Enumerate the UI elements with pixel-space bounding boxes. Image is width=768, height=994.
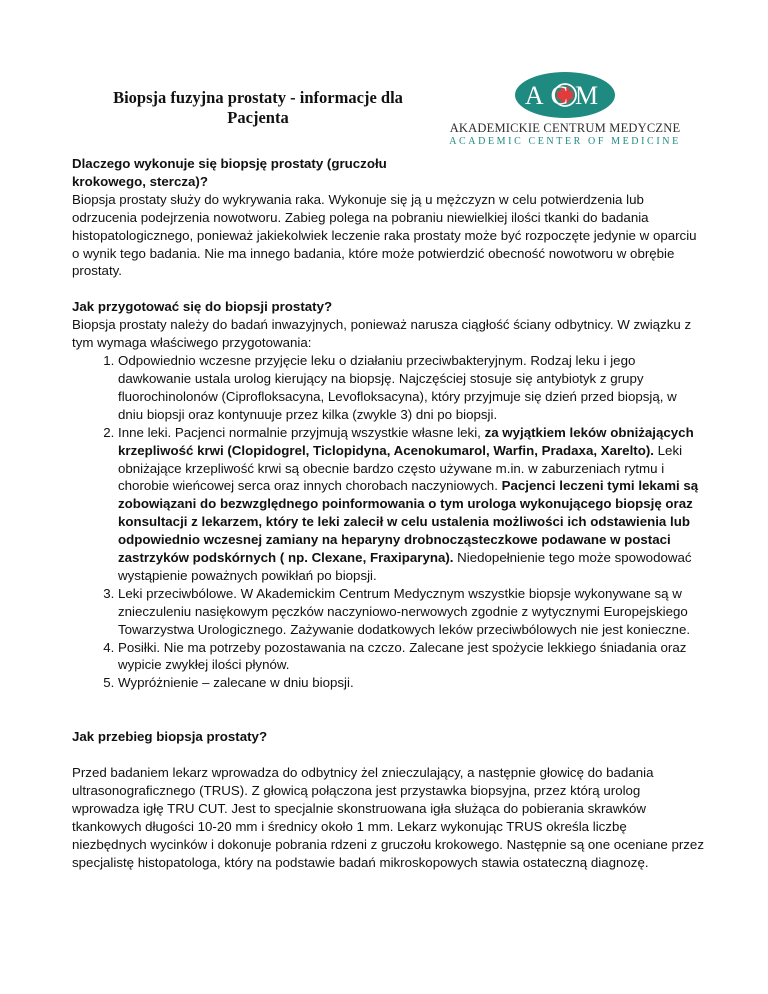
acm-monogram-icon: [520, 77, 610, 113]
list-item: [118, 639, 704, 675]
list-item-bold-text: za wyjątkiem leków obniżających krzepliwość krwi (Clopidogrel, Ticlopidyna, Acenokumarol, Warfin, Pradaxa, Xarelto).: [118, 424, 694, 458]
logo-name-polish: AKADEMICKIE CENTRUM MEDYCZNE: [449, 121, 681, 135]
list-item: [118, 424, 704, 585]
section-heading: Jak przygotować się do biopsji prostaty?: [72, 299, 333, 315]
section-why-biopsy: [72, 155, 704, 280]
acm-monogram-text: ACM: [524, 81, 606, 110]
list-item-text: Odpowiednio wczesne przyjęcie leku o działaniu przeciwbakteryjnym. Rodzaj leku i jego dawkowanie ustala urolog kierujący na biopsję. Najczęściej stosuje się antybiotyk z grupy fluorochinolonów (Ciprofloksacyna, Levofloksacyna), który przyjmuje się dzień przed biopsją, w dniu biopsji oraz kontynuuje przez kilka (zwykle 3) dni po biopsji.: [118, 353, 677, 422]
acm-logo: [440, 72, 690, 152]
acm-logo-emblem: [515, 72, 615, 118]
document-title-line1: Biopsja fuzyjna prostaty - informacje dla: [113, 88, 403, 107]
section-heading: [72, 155, 704, 191]
section-intro: Biopsja prostaty należy do badań inwazyjnych, ponieważ narusza ciągłość ściany odbytnicy. W związku z tym wymaga właściwego przygotowania:: [72, 317, 692, 351]
list-item: [118, 585, 704, 639]
section-heading-line2: krokowego, stercza)?: [72, 173, 208, 189]
list-item-text: Wypróżnienie – zalecane w dniu biopsji.: [118, 675, 354, 691]
preparation-list: [72, 352, 704, 692]
section-heading-line1: Dlaczego wykonuje się biopsję prostaty (gruczołu: [72, 156, 387, 171]
list-item: [118, 674, 704, 692]
list-item: [118, 352, 704, 424]
list-item-text: Leki przeciwbólowe. W Akademickim Centrum Medycznym wszystkie biopsje wykonywane są w znieczuleniu nasiękowym pęczków naczyniowo-nerwowych zgodnie z wytycznymi Europejskiego Towarzystwa Urologicznego. Zażywanie dodatkowych leków przeciwbólowych nie jest konieczne.: [118, 585, 691, 637]
section-paragraph: Przed badaniem lekarz wprowadza do odbytnicy żel znieczulający, a następnie głowicę do badania ultrasonograficznego (TRUS). Z głowicą połączona jest przystawka biopsyjna, przez którą urolog wprowadza igłę TRU CUT. Jest to specjalnie skonstruowana igła służąca do pobierania skrawków tkankowych długości 10-20 mm i średnicy około 1 mm. Lekarz wykonując TRUS określa liczbę niezbędnych wycinków i dokonuje pobrania rdzeni z gruczołu krokowego. Następnie są one oceniane przez specjalistę histopatologa, który na podstawie badań mikroskopowych stawia ostateczną diagnozę.: [72, 765, 704, 870]
list-item-text: Inne leki. Pacjenci normalnie przyjmują wszystkie własne leki,: [118, 424, 485, 440]
list-item-bold-text: Pacjenci leczeni tymi lekami są zobowiązani do bezwzględnego poinformowania o tym urologa wykonującego biopsję oraz konsultacji z lekarzem, który te leki zalecił w celu ustalenia możliwości ich odstawienia lub odpowiednio wczesnej zamiany na heparyny drobnocząsteczkowe podawane w postaci zastrzyków podskórnych ( np. Clexane, Fraxiparyna).: [118, 478, 699, 566]
list-item-text: Niedopełnienie tego może spowodować wystąpienie poważnych powikłań po biopsji.: [118, 550, 692, 583]
list-item-text: Posiłki. Nie ma potrzeby pozostawania na czczo. Zalecane jest spożycie lekkiego śniadania oraz wypicie zwykłej ilości płynów.: [118, 639, 687, 673]
section-preparation: [72, 298, 704, 692]
logo-name-english: ACADEMIC CENTER OF MEDICINE: [449, 136, 681, 147]
document-title-line2: Pacjenta: [227, 108, 289, 127]
list-item-text: Leki obniżające krzepliwość krwi są obecnie bardzo często używane m.in. w zaburzeniach rytmu i chorobie wieńcowej serca oraz innych chorobach naczyniowych.: [118, 442, 683, 494]
document-content: [72, 155, 704, 872]
document-title: [88, 88, 428, 128]
section-heading: Jak przebieg biopsja prostaty?: [72, 729, 268, 745]
section-procedure: [72, 728, 704, 871]
section-paragraph: Biopsja prostaty służy do wykrywania raka. Wykonuje się ją u mężczyzn w celu potwierdzenia lub odrzucenia podejrzenia nowotworu. Zabieg polega na pobraniu niewielkiej ilości tkanki do badania histopatologicznego, ponieważ jakiekolwiek leczenie raka prostaty może być rozpoczęte jedynie w oparciu o wynik tego badania. Nie ma innego badania, które może potwierdzić obecność nowotworu w obrębie prostaty.: [72, 191, 697, 279]
